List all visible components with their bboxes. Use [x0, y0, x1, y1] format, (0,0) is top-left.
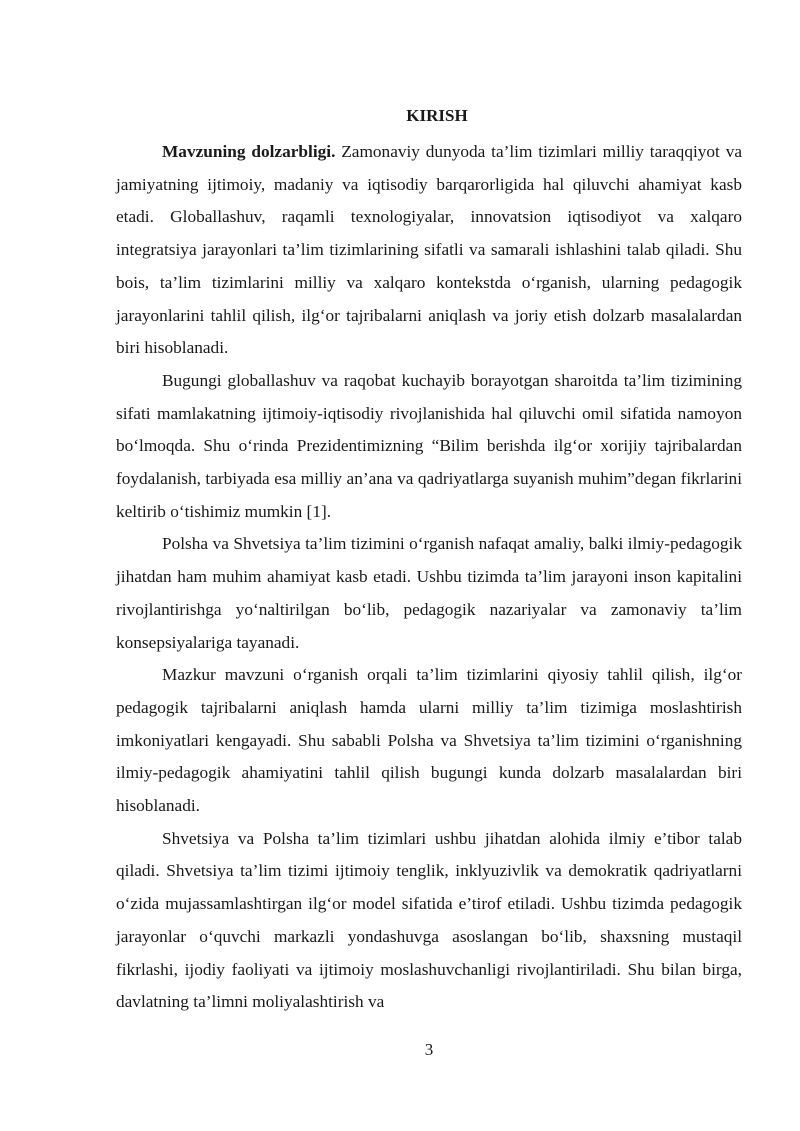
paragraph-2: Bugungi globallashuv va raqobat kuchayib borayotgan sharoitda ta’lim tizimining sifati mamlakatning ijtimoiy-iqtisodiy rivojlanishida hal qiluvchi omil sifatida namoyon bo‘lmoqda. Shu o‘rinda Prezidentimizning “Bilim berishda ilg‘or xorijiy tajribalardan foydalanish, tarbiyada esa milliy an’ana va qadriyatlarga suyanish muhim”degan fikrlarini keltirib o‘tishimiz mumkin [1]. — [116, 370, 742, 521]
document-page — [116, 106, 742, 1019]
paragraph-4: Mazkur mavzuni o‘rganish orqali ta’lim tizimlarini qiyosiy tahlil qilish, ilg‘or pedagogik tajribalarni aniqlash hamda ularni milliy ta’lim tizimiga moslashtirish imkoniyatlari kengayadi. Shu sababli Polsha va Shvetsiya ta’lim tizimini o‘rganishning ilmiy-pedagogik ahamiyatini tahlil qilish bugungi kunda dolzarb masalalardan biri hisoblanadi. — [116, 665, 742, 816]
paragraph-text: Zamonaviy dunyoda ta’lim tizimlari milliy taraqqiyot va jamiyatning ijtimoiy, madaniy va iqtisodiy barqarorligida hal qiluvchi ahamiyat kasb etadi. Globallashuv, raqamli texnologiyalar, innovatsion iqtisodiyot va xalqaro integratsiya jarayonlari ta’lim tizimlarining sifatli va samarali ishlashini talab qiladi. Shu bois, ta’lim tizimlarini milliy va xalqaro kontekstda o‘rganish, ularning pedagogik jarayonlarini tahlil qilish, ilg‘or tajribalarni aniqlash va joriy etish dolzarb masalalardan biri hisoblanadi. — [116, 142, 743, 358]
section-heading: KIRISH — [406, 106, 468, 125]
paragraph-3: Polsha va Shvetsiya ta’lim tizimini o‘rganish nafaqat amaliy, balki ilmiy-pedagogik jihatdan ham muhim ahamiyat kasb etadi. Ushbu tizimda ta’lim jarayoni inson kapitalini rivojlantirishga yo‘naltirilgan bo‘lib, pedagogik nazariyalar va zamonaviy ta’lim konsepsiyalariga tayanadi. — [116, 534, 742, 652]
paragraph-1 — [116, 136, 742, 365]
paragraph-5: Shvetsiya va Polsha ta’lim tizimlari ushbu jihatdan alohida ilmiy e’tibor talab qiladi. Shvetsiya ta’lim tizimi ijtimoiy tenglik, inklyuzivlik va demokratik qadriyatlarni o‘zida mujassamlashtirgan ilg‘or model sifatida e’tirof etiladi. Ushbu tizimda pedagogik jarayonlar o‘quvchi markazli yondashuvga asoslangan bo‘lib, shaxsning mustaqil fikrlashi, ijodiy faoliyati va ijtimoiy moslashuvchanligi rivojlantiriladi. Shu bilan birga, davlatning ta’limni moliyalashtirish va — [116, 828, 742, 1012]
paragraph-lead: Mavzuning dolzarbligi. — [162, 142, 336, 161]
page-number: 3 — [424, 1040, 434, 1059]
